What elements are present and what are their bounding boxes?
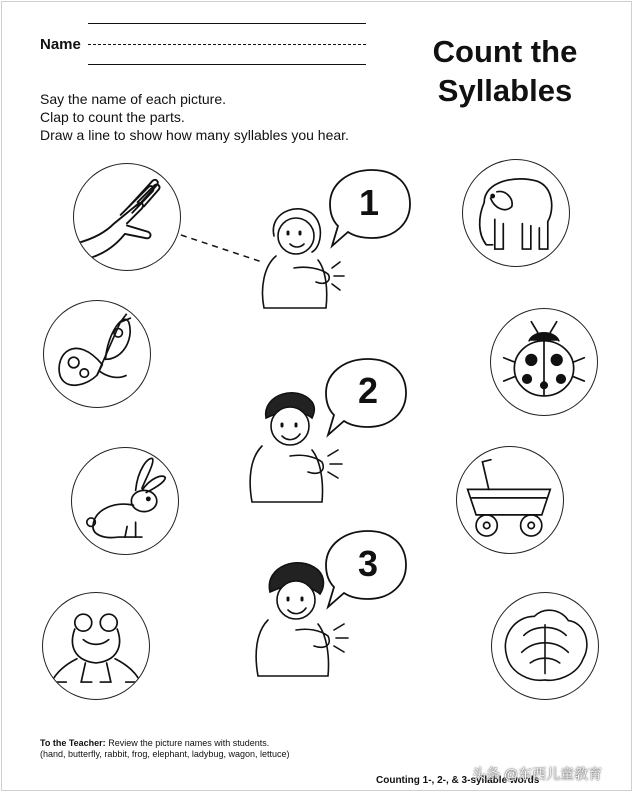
instruction-3: Draw a line to show how many syllables you hear. (40, 127, 349, 143)
picture-ladybug[interactable] (490, 308, 598, 416)
name-line-bottom[interactable] (88, 64, 366, 65)
name-line-dashed (88, 44, 366, 45)
name-label: Name (40, 36, 81, 53)
picture-elephant[interactable] (462, 159, 570, 267)
picture-rabbit[interactable] (71, 447, 179, 555)
syllable-number-1: 1 (358, 182, 380, 223)
hand-icon (74, 164, 180, 270)
instructions (40, 90, 349, 144)
picture-hand[interactable] (73, 163, 181, 271)
wagon-icon (457, 447, 563, 553)
page-title (400, 32, 610, 110)
picture-butterfly[interactable] (43, 300, 151, 408)
teacher-note-words: (hand, butterfly, rabbit, frog, elephant, ladybug, wagon, lettuce) (40, 749, 290, 759)
syllable-number-2: 2 (357, 370, 379, 411)
teacher-note-line-1 (40, 738, 400, 749)
picture-lettuce[interactable] (491, 592, 599, 700)
rabbit-icon (72, 448, 178, 554)
frog-icon (43, 593, 149, 699)
title-line-1: Count the (432, 34, 578, 69)
teacher-note (40, 738, 400, 760)
butterfly-icon (44, 301, 150, 407)
teacher-note-text: Review the picture names with students. (105, 738, 270, 748)
watermark: 头条 @东西儿童教育 (472, 766, 603, 782)
picture-wagon[interactable] (456, 446, 564, 554)
lettuce-icon (492, 593, 598, 699)
syllable-number-3: 3 (357, 543, 379, 584)
instruction-1: Say the name of each picture. (40, 91, 226, 107)
footer-caption: Counting 1-, 2-, & 3-syllable words (376, 775, 540, 786)
name-line-top (88, 23, 366, 24)
teacher-note-label: To the Teacher: (40, 738, 106, 748)
title-line-2: Syllables (437, 73, 573, 108)
elephant-icon (463, 160, 569, 266)
picture-frog[interactable] (42, 592, 150, 700)
ladybug-icon (491, 309, 597, 415)
instruction-2: Clap to count the parts. (40, 109, 185, 125)
